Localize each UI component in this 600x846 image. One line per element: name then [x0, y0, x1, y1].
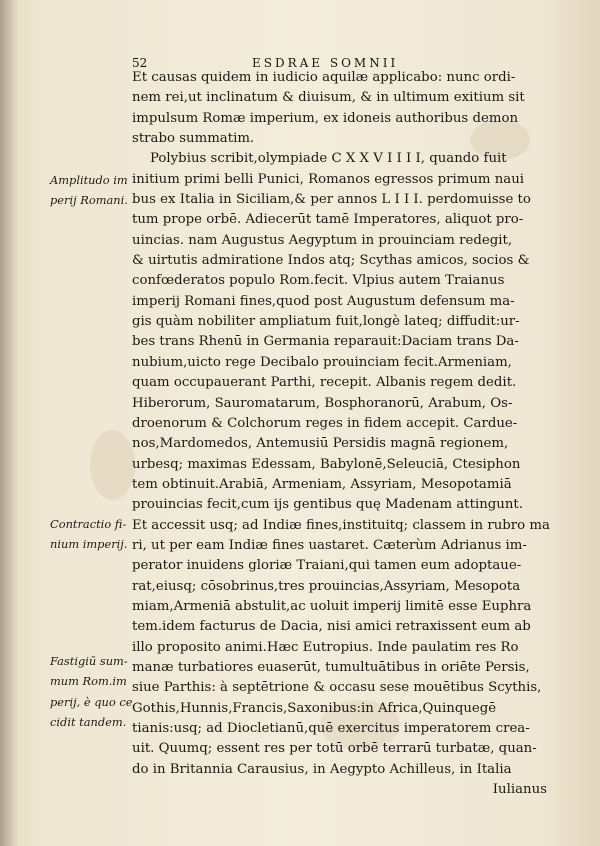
marginal-note-line: Contractio fi- [50, 517, 127, 531]
text-line: tum prope orbē. Adiecerūt tamē Imperatores, aliquot pro- [132, 212, 524, 228]
text-line: impulsum Romæ imperium, ex idoneis authoribus demon [132, 110, 519, 126]
text-line: bes trans Rhenū in Germania reparauit:Daciam trans Da- [132, 334, 519, 350]
marginal-note-contractio [50, 514, 134, 555]
text-line: uit. Quumq; essent res per totū orbē terrarū turbatæ, quan- [132, 741, 537, 757]
marginal-note-line: perij Romani. [50, 193, 128, 208]
marginal-note-fastigium [50, 651, 134, 732]
text-line: rat,eiusq; cōsobrinus,tres prouincias,Assyriam, Mesopota [132, 578, 521, 594]
text-line: gis quàm nobiliter ampliatum fuit,longè lateq; diffudit:ur- [132, 314, 520, 330]
running-head: ESDRAE SOMNII [252, 56, 399, 70]
text-line: uincias. nam Augustus Aegyptum in prouinciam redegit, [132, 232, 513, 248]
marginal-note-line: perij, è quo ce [50, 694, 133, 709]
text-line: initium primi belli Punici, Romanos egressos primum naui [132, 171, 525, 187]
marginal-note-line: mum Rom.im [50, 674, 127, 689]
marginal-note-line: cidit tandem. [50, 715, 127, 730]
text-line: perator inuidens gloriæ Traiani,qui tamen eum adoptaue- [132, 558, 522, 574]
main-text-block [132, 68, 550, 800]
marginal-note-line: nium imperij. [50, 537, 128, 552]
text-line: tianis:usq; ad Diocletianū,quē exercitus imperatorem crea- [132, 721, 530, 736]
marginal-note-amplitudo [50, 170, 134, 211]
text-line: quam occupauerant Parthi, recepit. Albanis regem dedit. [132, 375, 517, 391]
text-line: nos,Mardomedos, Antemusiū Persidis magnā regionem, [132, 436, 509, 452]
spine-shadow [0, 0, 18, 846]
text-line: miam,Armeniā abstulit,ac uoluit imperij limitē esse Euphra [132, 598, 532, 614]
text-line: manæ turbatiores euaserūt, tumultuātibus in oriēte Persis, [132, 659, 530, 675]
page-number: 52 [132, 56, 148, 70]
marginal-note-line: Amplitudo im [50, 173, 128, 187]
text-line: urbesq; maximas Edessam, Babylonē,Seleuciā, Ctesiphon [132, 456, 521, 472]
text-line: tem.idem facturus de Dacia, nisi amici retraxissent eum ab [132, 619, 531, 635]
text-line: & uirtutis admiratione Indos atq; Scythas amicos, socios & [132, 253, 530, 269]
text-line: Gothis,Hunnis,Francis,Saxonibus:in Africa,Quinquegē [132, 700, 497, 716]
text-line: nubium,uicto rege Decibalo prouinciam fecit.Armeniam, [132, 354, 512, 370]
text-line: illo proposito animi.Hæc Eutropius. Inde paulatim res Ro [132, 639, 519, 655]
text-line: Et causas quidem in iudicio aquilæ applicabo: nunc ordi- [132, 70, 516, 85]
text-line: droenorum & Colchorum reges in fidem accepit. Cardue- [132, 415, 518, 431]
text-line: do in Britannia Carausius, in Aegypto Achilleus, in Italia [132, 761, 512, 777]
marginal-note-line: Fastigiū sum- [50, 654, 128, 668]
text-line: Polybius scribit,olympiade C X X V I I I I, quando fuit [150, 151, 507, 167]
text-line: confœderatos populo Rom.fecit. Vlpius autem Traianus [132, 273, 505, 289]
text-line: strabo summatim. [132, 131, 255, 147]
text-line: ri, ut per eam Indiæ fines uastaret. Cæterùm Adrianus im- [132, 537, 527, 553]
text-line: nem rei,ut inclinatum & diuisum, & in ultimum exitium sit [132, 90, 525, 106]
text-line: prouincias fecit,cum ijs gentibus quę Madenam attingunt. [132, 497, 523, 513]
text-line: siue Parthis: à septētrione & occasu sese mouētibus Scythis, [132, 680, 542, 696]
text-line: tem obtinuit.Arabiā, Armeniam, Assyriam, Mesopotamiā [132, 476, 512, 492]
text-line: Et accessit usq; ad Indiæ fines,instituitq; classem in rubro ma [132, 517, 550, 533]
text-line: bus ex Italia in Siciliam,& per annos L I I I. perdomuisse to [132, 192, 531, 208]
text-line: Hiberorum, Sauromatarum, Bosphoranorū, Arabum, Os- [132, 395, 513, 411]
text-line: imperij Romani fines,quod post Augustum defensum ma- [132, 293, 515, 309]
foxing-stain [90, 430, 135, 500]
text-line-catchword: Iulianus [492, 782, 547, 798]
